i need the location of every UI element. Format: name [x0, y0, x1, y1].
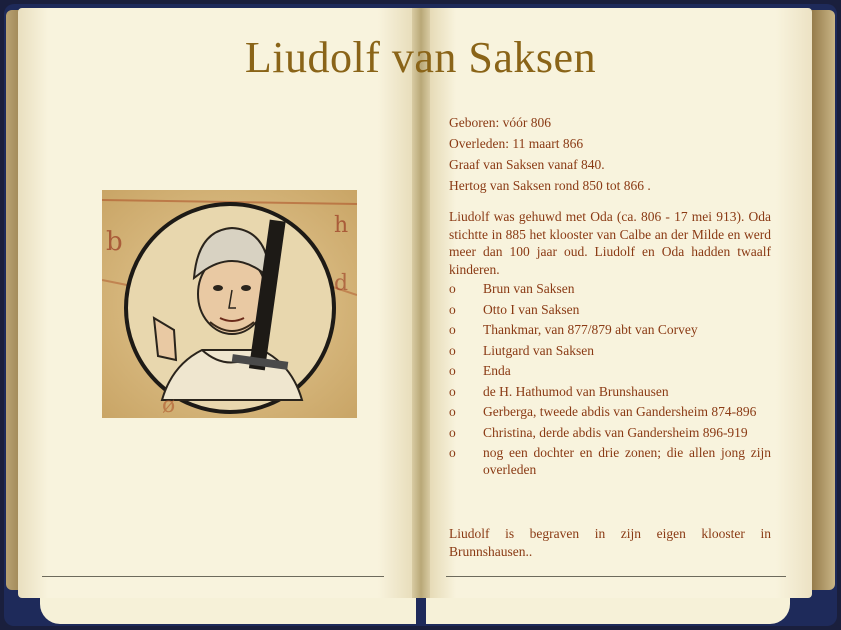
bullet-icon: o — [449, 342, 456, 358]
fact-born: Geboren: vóór 806 — [449, 115, 551, 130]
portrait-medallion-icon — [102, 190, 357, 418]
facts-list — [449, 113, 771, 197]
bullet-icon: o — [449, 383, 456, 399]
child-name: Otto I van Saksen — [483, 301, 580, 317]
book-gutter — [412, 8, 430, 598]
bullet-icon: o — [449, 363, 456, 378]
footer-rule-right — [446, 576, 786, 577]
list-item — [449, 321, 771, 338]
children-list — [449, 280, 771, 482]
bullet-icon: o — [449, 301, 456, 317]
list-item — [449, 280, 771, 297]
bullet-icon: o — [449, 404, 456, 419]
intro-paragraph: Liudolf was gehuwd met Oda (ca. 806 - 17 mei 913). Oda stichtte in 885 het klooster van Calbe an der Milde en werd meer dan 100 jaar oud. Liudolf en Oda hadden twaalf kinderen. — [449, 209, 771, 277]
svg-text:h: h — [334, 213, 349, 238]
list-item — [449, 403, 771, 420]
child-name: de H. Hathumod van Brunshausen — [483, 383, 669, 399]
list-item — [449, 424, 771, 441]
list-item — [449, 444, 771, 478]
child-name: Christina, derde abdis van Gandersheim 896-919 — [483, 424, 748, 440]
child-name: nog een dochter en drie zonen; die allen jong zijn overleden — [483, 445, 771, 477]
bullet-icon: o — [449, 445, 456, 460]
child-name: Liutgard van Saksen — [483, 342, 594, 358]
child-name: Brun van Saksen — [483, 281, 575, 296]
svg-text:b: b — [106, 227, 123, 257]
svg-text:d: d — [334, 271, 349, 296]
bullet-icon: o — [449, 322, 456, 337]
list-item — [449, 301, 771, 318]
fact-count: Graaf van Saksen vanaf 840. — [449, 157, 605, 172]
page-title: Liudolf van Saksen — [244, 33, 597, 82]
closing-paragraph: Liudolf is begraven in zijn eigen klooster in Brunnshausen.. — [449, 526, 771, 559]
child-name: Thankmar, van 877/879 abt van Corvey — [483, 322, 698, 337]
child-name: Enda — [483, 363, 511, 378]
child-name: Gerberga, tweede abdis van Gandersheim 874-896 — [483, 404, 757, 419]
footer-rule-left — [42, 576, 384, 577]
fact-duke: Hertog van Saksen rond 850 tot 866 . — [449, 178, 651, 193]
svg-text:ø: ø — [162, 393, 176, 418]
list-item — [449, 362, 771, 379]
fact-died: Overleden: 11 maart 866 — [449, 136, 584, 151]
list-item — [449, 342, 771, 359]
bullet-icon: o — [449, 281, 456, 296]
list-item — [449, 383, 771, 400]
bullet-icon: o — [449, 424, 456, 440]
